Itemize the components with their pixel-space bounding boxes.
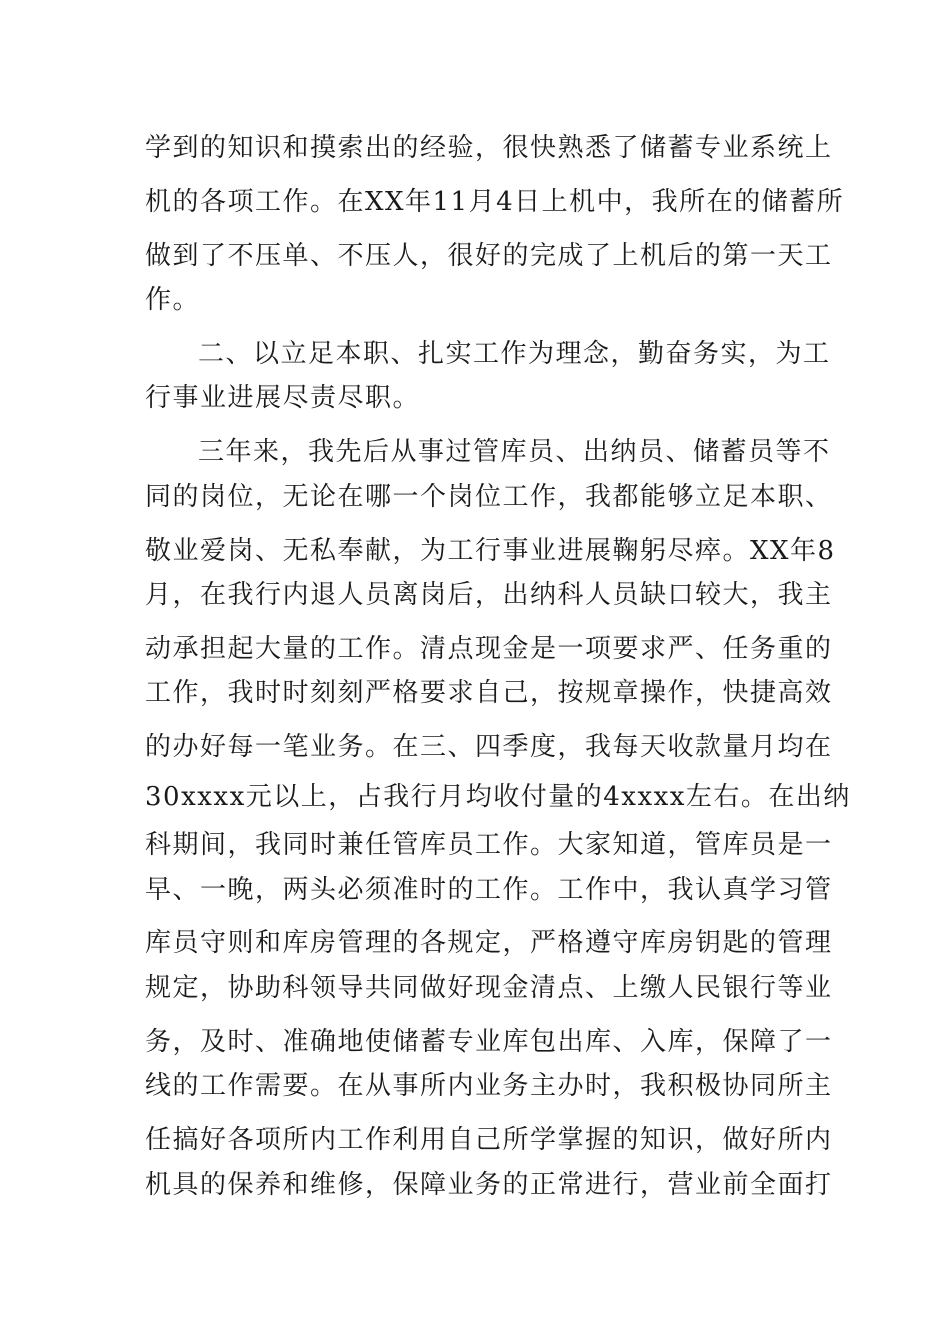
text-line: 早、一晚，两头必须准时的工作。工作中，我认真学习管 [145, 875, 833, 905]
paragraph-start-line: 三年来，我先后从事过管库员、出纳员、储蓄员等不 [198, 437, 831, 467]
paragraph-heading: 二、以立足本职、扎实工作为理念，勤奋务实，为工 [198, 339, 831, 369]
text-line: 机具的保养和维修，保障业务的正常进行，营业前全面打 [145, 1170, 833, 1200]
text-line: 行事业进展尽责尽职。 [145, 383, 421, 413]
text-line: 动承担起大量的工作。清点现金是一项要求严、任务重的 [145, 634, 833, 664]
text-line: 工作，我时时刻刻严格要求自己，按规章操作，快捷高效 [145, 678, 833, 708]
text-line: 的办好每一笔业务。在三、四季度，我每天收款量月均在 [145, 732, 833, 762]
text-line: 规定，协助科领导共同做好现金清点、上缴人民银行等业 [145, 973, 833, 1003]
text-line: 月，在我行内退人员离岗后，出纳科人员缺口较大，我主 [145, 580, 833, 610]
text-line: 作。 [145, 285, 201, 315]
text-line: 做到了不压单、不压人，很好的完成了上机后的第一天工 [145, 241, 833, 271]
text-line: 机的各项工作。在XX年11月4日上机中，我所在的储蓄所 [145, 187, 845, 217]
text-line: 学到的知识和摸索出的经验，很快熟悉了储蓄专业系统上 [145, 133, 833, 163]
text-line: 30xxxx元以上，占我行月均收付量的4xxxx左右。在出纳 [145, 782, 851, 812]
text-line: 任搞好各项所内工作利用自己所学掌握的知识，做好所内 [145, 1125, 833, 1155]
text-line: 线的工作需要。在从事所内业务主办时，我积极协同所主 [145, 1071, 833, 1101]
text-line: 科期间，我同时兼任管库员工作。大家知道，管库员是一 [145, 830, 833, 860]
text-line: 务，及时、准确地使储蓄专业库包出库、入库，保障了一 [145, 1027, 833, 1057]
text-line: 同的岗位，无论在哪一个岗位工作，我都能够立足本职、 [145, 482, 833, 512]
text-line: 敬业爱岗、无私奉献，为工行事业进展鞠躬尽瘁。XX年8 [145, 536, 836, 566]
text-line: 库员守则和库房管理的各规定，严格遵守库房钥匙的管理 [145, 928, 833, 958]
